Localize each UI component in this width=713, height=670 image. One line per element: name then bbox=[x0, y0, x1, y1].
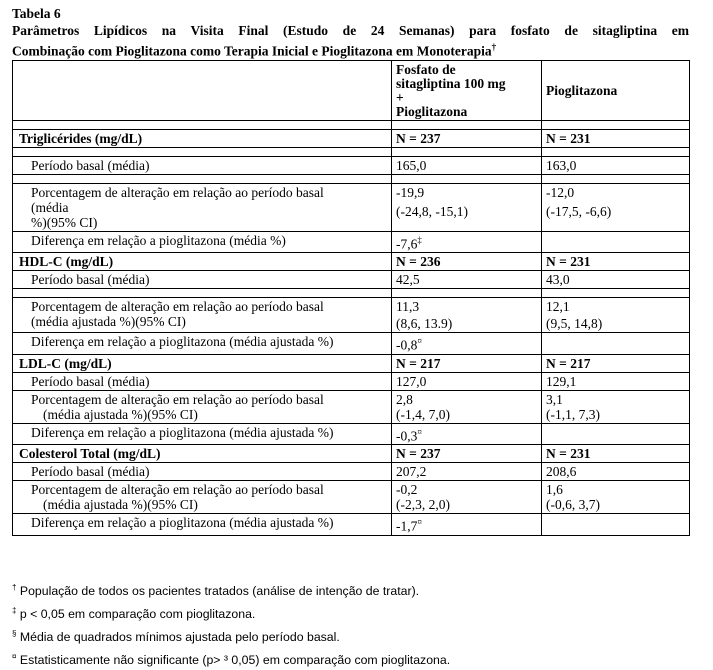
lipid-table bbox=[12, 60, 690, 536]
table-row: Porcentagem de alteração em relação ao período basal (média ajustada %)(95% CI) -0,2 (-2,3, 2,0) 1,6 (-0,6, 3,7) bbox=[13, 481, 690, 514]
table-caption-line1: Parâmetros Lipídicos na Visita Final (Estudo de 24 Semanas) para fosfato de sitagliptina em bbox=[12, 23, 689, 38]
section-row-hdl: HDL-C (mg/dL) N = 236 N = 231 bbox=[13, 253, 690, 271]
table-row: Período basal (média) 207,2 208,6 bbox=[13, 463, 690, 481]
table-row: Diferença em relação a pioglitazona (média ajustada %) -1,7¤ bbox=[13, 514, 690, 536]
table-document bbox=[12, 6, 689, 536]
section-row-triglicerides: Triglicérides (mg/dL) N = 237 N = 231 bbox=[13, 129, 690, 147]
spacer-row bbox=[13, 120, 690, 129]
table-row: Porcentagem de alteração em relação ao período basal (média ajustada %)(95% CI) 11,3 (8,6, 13.9) 12,1 (9,5, 14,8) bbox=[13, 298, 690, 333]
header-col1: Fosfato de sitagliptina 100 mg + Pioglitazona bbox=[392, 60, 542, 120]
table-title: Tabela 6 bbox=[12, 6, 61, 21]
caption-footnote-mark: † bbox=[491, 42, 497, 52]
footnote-item: ¤ Estatisticamente não significante (p> ³ 0,05) em comparação com pioglitazona. bbox=[12, 652, 451, 668]
footnote-item: † População de todos os pacientes tratados (análise de intenção de tratar). bbox=[12, 583, 420, 599]
table-row bbox=[13, 174, 690, 183]
header-empty-cell bbox=[13, 60, 392, 120]
header-col2: Pioglitazona bbox=[542, 60, 690, 120]
table-row: Período basal (média) 127,0 129,1 bbox=[13, 372, 690, 390]
footnote-item: § Média de quadrados mínimos ajustada pelo período basal. bbox=[12, 629, 340, 645]
table-row: Diferença em relação a pioglitazona (média ajustada %) -0,3¤ bbox=[13, 423, 690, 445]
table-row bbox=[13, 147, 690, 156]
table-row: Diferença em relação a pioglitazona (média ajustada %) -0,8¤ bbox=[13, 333, 690, 355]
table-row: Período basal (média) 42,5 43,0 bbox=[13, 271, 690, 289]
table-row bbox=[13, 289, 690, 298]
footnotes bbox=[12, 578, 450, 670]
table-row: Período basal (média) 165,0 163,0 bbox=[13, 156, 690, 174]
table-row: Porcentagem de alteração em relação ao período basal (média %)(95% CI) -19,9 (-24,8, -15,1) -12,0 (-17,5, -6,6) bbox=[13, 183, 690, 231]
footnote-item: ‡ p < 0,05 em comparação com pioglitazona. bbox=[12, 606, 256, 622]
table-caption-line2: Combinação com Pioglitazona como Terapia Inicial e Pioglitazona em Monoterapia† bbox=[12, 42, 497, 59]
section-row-total-cholesterol: Colesterol Total (mg/dL) N = 237 N = 231 bbox=[13, 445, 690, 463]
table-header-row bbox=[13, 60, 690, 120]
section-row-ldl: LDL-C (mg/dL) N = 217 N = 217 bbox=[13, 354, 690, 372]
table-row: Diferença em relação a pioglitazona (média %) -7,6‡ bbox=[13, 231, 690, 253]
table-row: Porcentagem de alteração em relação ao período basal (média ajustada %)(95% CI) 2,8 (-1,4, 7,0) 3,1 (-1,1, 7,3) bbox=[13, 390, 690, 423]
